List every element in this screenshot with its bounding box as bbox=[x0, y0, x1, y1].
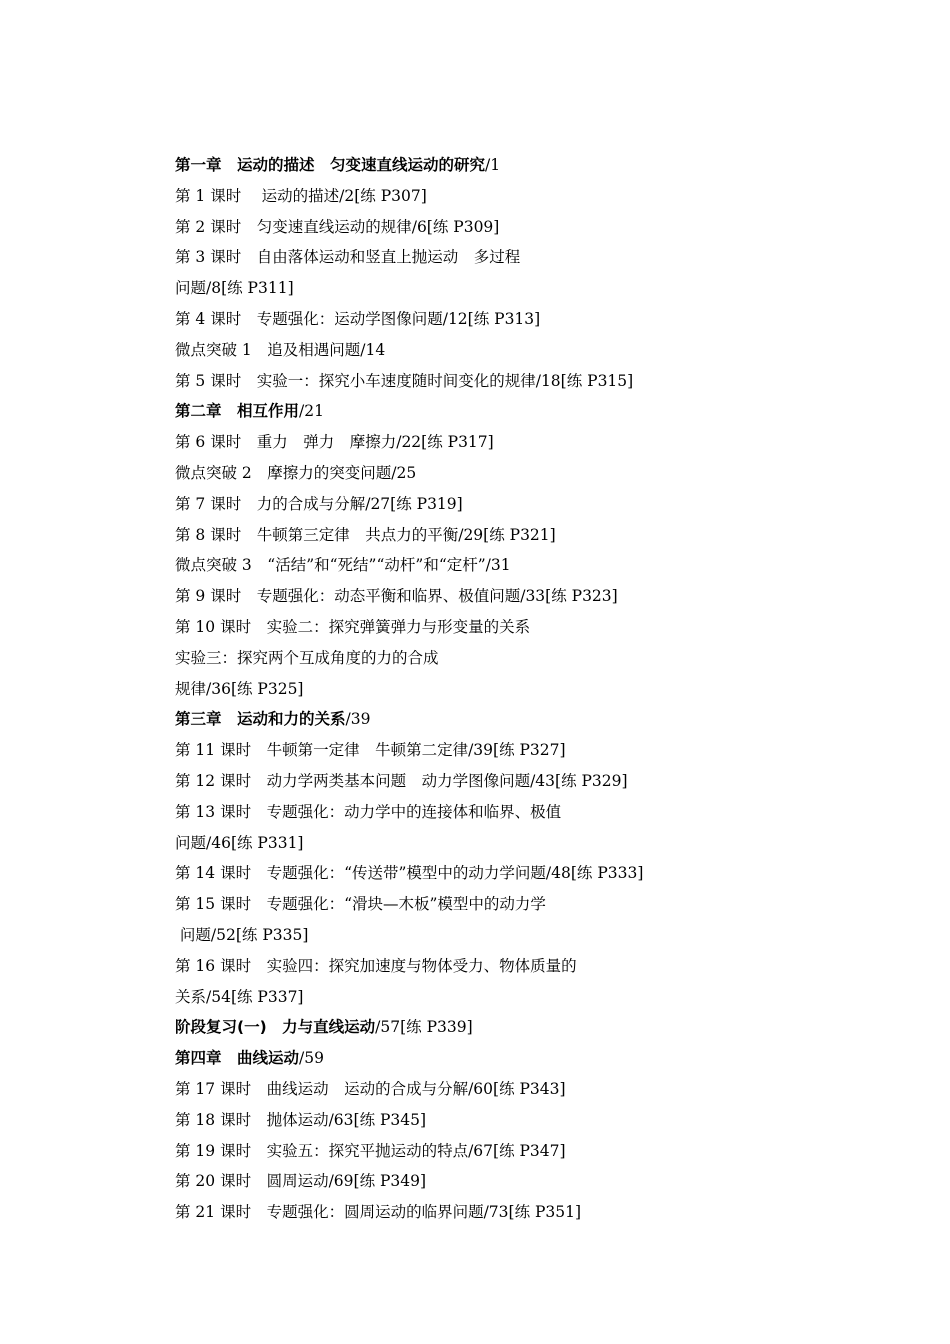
chapter-page: /21 bbox=[299, 402, 324, 421]
toc-entry[interactable]: 第 11 课时 牛顿第一定律 牛顿第二定律/39[练 P327] bbox=[175, 741, 566, 760]
toc-entry[interactable]: 规律/36[练 P325] bbox=[175, 679, 304, 698]
toc-entry[interactable]: 第 18 课时 抛体运动/63[练 P345] bbox=[175, 1110, 427, 1129]
toc-entry[interactable]: 第 16 课时 实验四：探究加速度与物体受力、物体质量的 bbox=[175, 956, 577, 975]
toc-entry[interactable]: 第 13 课时 专题强化：动力学中的连接体和临界、极值 bbox=[175, 802, 562, 821]
toc-entry[interactable]: 第 4 课时 专题强化：运动学图像问题/12[练 P313] bbox=[175, 309, 541, 328]
toc-chapter[interactable] bbox=[175, 396, 795, 427]
toc-entry[interactable]: 第 5 课时 实验一：探究小车速度随时间变化的规律/18[练 P315] bbox=[175, 371, 634, 390]
toc-entry[interactable]: 问题/8[练 P311] bbox=[175, 279, 294, 298]
toc-entry[interactable]: 第 12 课时 动力学两类基本问题 动力学图像问题/43[练 P329] bbox=[175, 771, 628, 790]
toc-chapter[interactable] bbox=[175, 150, 795, 181]
toc-entry[interactable]: 第 7 课时 力的合成与分解/27[练 P319] bbox=[175, 494, 463, 513]
chapter-page: /59 bbox=[299, 1049, 324, 1068]
toc-entry[interactable]: 第 14 课时 专题强化：“传送带”模型中的动力学问题/48[练 P333] bbox=[175, 864, 644, 883]
chapter-page: /1 bbox=[485, 156, 501, 174]
toc-entry[interactable]: 微点突破 1 追及相遇问题/14 bbox=[175, 340, 386, 359]
toc-entry[interactable]: 实验三：探究两个互成角度的力的合成 bbox=[175, 648, 439, 667]
toc-entry[interactable]: 问题/52[练 P335] bbox=[175, 925, 309, 944]
toc-entry[interactable]: 第 2 课时 匀变速直线运动的规律/6[练 P309] bbox=[175, 217, 500, 236]
toc-entry[interactable]: 第 9 课时 专题强化：动态平衡和临界、极值问题/33[练 P323] bbox=[175, 587, 618, 606]
chapter-title: 第一章 运动的描述 匀变速直线运动的研究 bbox=[175, 156, 486, 174]
toc-entry[interactable]: 第 17 课时 曲线运动 运动的合成与分解/60[练 P343] bbox=[175, 1079, 566, 1098]
toc-chapter[interactable] bbox=[175, 1043, 795, 1074]
toc-entry[interactable]: 第 1 课时 运动的描述/2[练 P307] bbox=[175, 186, 427, 205]
toc-entry[interactable]: 第 10 课时 实验二：探究弹簧弹力与形变量的关系 bbox=[175, 617, 531, 636]
toc-entry[interactable]: 微点突破 2 摩擦力的突变问题/25 bbox=[175, 463, 417, 482]
toc-entry[interactable]: 第 15 课时 专题强化：“滑块—木板”模型中的动力学 bbox=[175, 895, 546, 914]
toc-entry[interactable]: 第 21 课时 专题强化：圆周运动的临界问题/73[练 P351] bbox=[175, 1203, 582, 1222]
toc-entry[interactable]: 第 8 课时 牛顿第三定律 共点力的平衡/29[练 P321] bbox=[175, 525, 556, 544]
chapter-title: 阶段复习(一) 力与直线运动 bbox=[175, 1018, 376, 1037]
chapter-title: 第二章 相互作用 bbox=[175, 402, 300, 421]
toc-chapter[interactable] bbox=[175, 704, 795, 735]
chapter-page: /39 bbox=[345, 710, 371, 729]
toc-entry[interactable]: 第 3 课时 自由落体运动和竖直上抛运动 多过程 bbox=[175, 248, 521, 267]
toc-entry[interactable]: 第 20 课时 圆周运动/69[练 P349] bbox=[175, 1172, 427, 1191]
toc-entry[interactable]: 第 6 课时 重力 弹力 摩擦力/22[练 P317] bbox=[175, 433, 494, 452]
chapter-page: /57[练 P339] bbox=[375, 1018, 473, 1037]
toc-entry[interactable]: 问题/46[练 P331] bbox=[175, 833, 304, 852]
toc-entry[interactable]: 第 19 课时 实验五：探究平抛运动的特点/67[练 P347] bbox=[175, 1141, 566, 1160]
chapter-title: 第三章 运动和力的关系 bbox=[175, 710, 346, 729]
toc-entry[interactable]: 关系/54[练 P337] bbox=[175, 987, 304, 1006]
toc-chapter[interactable] bbox=[175, 1012, 795, 1043]
table-of-contents bbox=[175, 150, 795, 1228]
chapter-title: 第四章 曲线运动 bbox=[175, 1049, 300, 1068]
toc-entry[interactable]: 微点突破 3 “活结”和“死结”“动杆”和“定杆”/31 bbox=[175, 556, 511, 575]
